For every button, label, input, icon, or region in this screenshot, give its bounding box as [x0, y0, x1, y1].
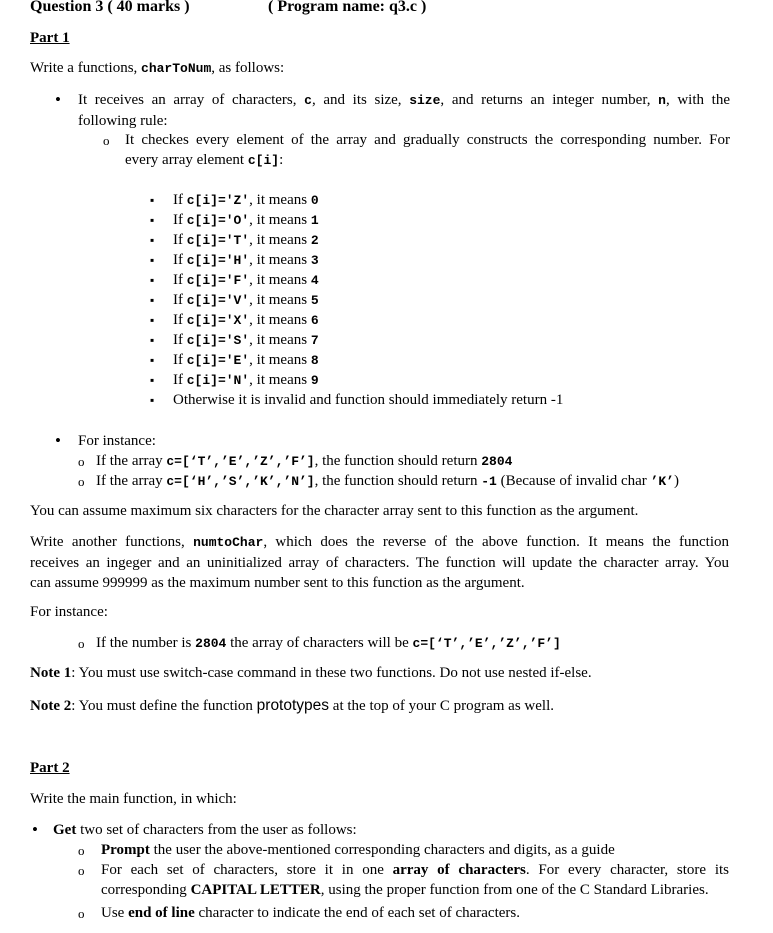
square-bullet — [150, 330, 154, 350]
bullet-circle — [103, 131, 110, 151]
bullet-disc — [32, 820, 38, 841]
square-bullet — [150, 250, 154, 270]
rule-item: If c[i]='T', it means 2 — [173, 232, 319, 248]
bullet-circle — [78, 904, 85, 924]
square-bullet — [150, 190, 154, 210]
note-2: Note 2: You must define the function prototypes at the top of your C program as well. — [30, 697, 554, 714]
bullet-eol: Use end of line character to indicate the end of each set of characters. — [101, 905, 520, 921]
square-bullet — [150, 350, 154, 370]
rule-item: If c[i]='N', it means 9 — [173, 372, 319, 388]
square-bullet — [150, 210, 154, 230]
bullet-checkes: It checkes every element of the array and gradually constructs the corresponding number. For every array element c[i]: — [125, 132, 730, 168]
square-bullet — [150, 230, 154, 250]
bullet-circle — [78, 841, 85, 861]
example-2: If the array c=[‘H’,’S’,’K’,’N’], the function should return -1 (Because of invalid char ’K’) — [96, 473, 679, 489]
bullet-disc — [55, 431, 61, 452]
rule-item: If c[i]='H', it means 3 — [173, 252, 319, 268]
bullet-circle — [78, 452, 85, 472]
square-bullet — [150, 310, 154, 330]
square-bullet — [150, 290, 154, 310]
rule-otherwise: Otherwise it is invalid and function should immediately return -1 — [173, 392, 564, 408]
instance-label: For instance: — [78, 433, 156, 449]
part2-title: Part 2 — [30, 760, 70, 776]
bullet-get: Get two set of characters from the user as follows: — [53, 822, 357, 838]
bullet-each-set: For each set of characters, store it in one array of characters. For every character, store its corresponding CAPITAL LETTER, using the proper function from one of the C Standard Libraries. — [101, 862, 729, 898]
square-bullet — [150, 370, 154, 390]
bullet-disc — [55, 90, 61, 111]
bullet-circle — [78, 861, 85, 881]
assume-text: You can assume maximum six characters for the character array sent to this function as the argument. — [30, 503, 639, 519]
bullet-circle — [78, 472, 85, 492]
square-bullet — [150, 390, 154, 410]
rule-item: If c[i]='S', it means 7 — [173, 332, 319, 348]
note-1: Note 1: You must use switch-case command in these two functions. Do not use nested if-else. — [30, 665, 592, 681]
part1-title: Part 1 — [30, 30, 70, 46]
rule-item: If c[i]='E', it means 8 — [173, 352, 319, 368]
rule-item: If c[i]='V', it means 5 — [173, 292, 319, 308]
square-bullet — [150, 270, 154, 290]
question-title: Question 3 ( 40 marks ) — [30, 0, 190, 15]
rule-item: If c[i]='O', it means 1 — [173, 212, 319, 228]
part1-intro: Write a functions, charToNum, as follows: — [30, 60, 285, 76]
example-1: If the array c=[‘T’,’E’,’Z’,’F’], the function should return 2804 — [96, 453, 513, 469]
example-3: If the number is 2804 the array of characters will be c=[‘T’,’E’,’Z’,’F’] — [96, 635, 561, 651]
bullet-receives: It receives an array of characters, c, and its size, size, and returns an integer number, n, with the following rule: — [78, 92, 730, 129]
bullet-circle — [78, 634, 85, 654]
program-name: ( Program name: q3.c ) — [268, 0, 427, 15]
instance-label-2: For instance: — [30, 604, 108, 620]
numtochar-paragraph: Write another functions, numtoChar, which does the reverse of the above function. It means the function receives an ingeger and an uninitialized array of characters. The function will update the character array. You can assume 999999 as the maximum number sent to this function as the argument. — [30, 534, 729, 591]
rule-item: If c[i]='F', it means 4 — [173, 272, 319, 288]
bullet-prompt: Prompt the user the above-mentioned corresponding characters and digits, as a guide — [101, 842, 615, 858]
part2-intro: Write the main function, in which: — [30, 791, 237, 807]
rule-item: If c[i]='Z', it means 0 — [173, 192, 319, 208]
rule-item: If c[i]='X', it means 6 — [173, 312, 319, 328]
